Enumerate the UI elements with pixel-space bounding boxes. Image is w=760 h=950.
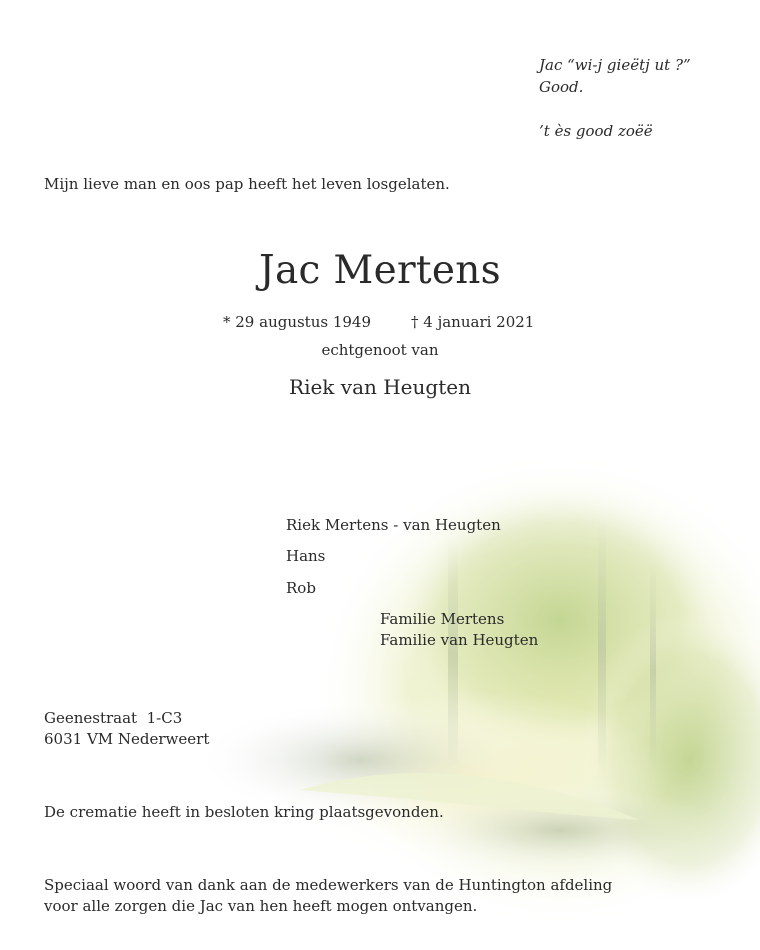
mourner-family-1: Riek Mertens - van Heugten xyxy=(286,516,501,534)
intro-text: Mijn lieve man en oos pap heeft het leven losgelaten. xyxy=(44,175,450,193)
deceased-name: Jac Mertens xyxy=(259,248,501,293)
spouse-name: Riek van Heugten xyxy=(289,375,471,399)
address-street: Geenestraat 1-C3 xyxy=(44,709,183,727)
death-date: † 4 januari 2021 xyxy=(411,313,535,331)
address-city: 6031 VM Nederweert xyxy=(44,730,210,748)
mourner-family-2: Hans xyxy=(286,547,326,565)
thanks-line-1: Speciaal woord van dank aan de medewerkers van de Huntington afdeling xyxy=(44,876,613,894)
birth-date: * 29 augustus 1949 xyxy=(223,313,372,331)
relation-text: echtgenoot van xyxy=(321,341,439,359)
quote-line-1: Jac “wi-j gieëtj ut ?” xyxy=(539,56,691,74)
thanks-line-2: voor alle zorgen die Jac van hen heeft mogen ontvangen. xyxy=(44,897,478,915)
mourner-extended-1: Familie Mertens xyxy=(380,610,505,628)
cremation-notice: De crematie heeft in besloten kring plaatsgevonden. xyxy=(44,803,444,821)
mourner-family-3: Rob xyxy=(286,579,316,597)
quote-line-3: ’t ès good zoëë xyxy=(539,122,653,140)
mourner-extended-2: Familie van Heugten xyxy=(380,631,539,649)
quote-line-2: Good. xyxy=(539,78,584,96)
